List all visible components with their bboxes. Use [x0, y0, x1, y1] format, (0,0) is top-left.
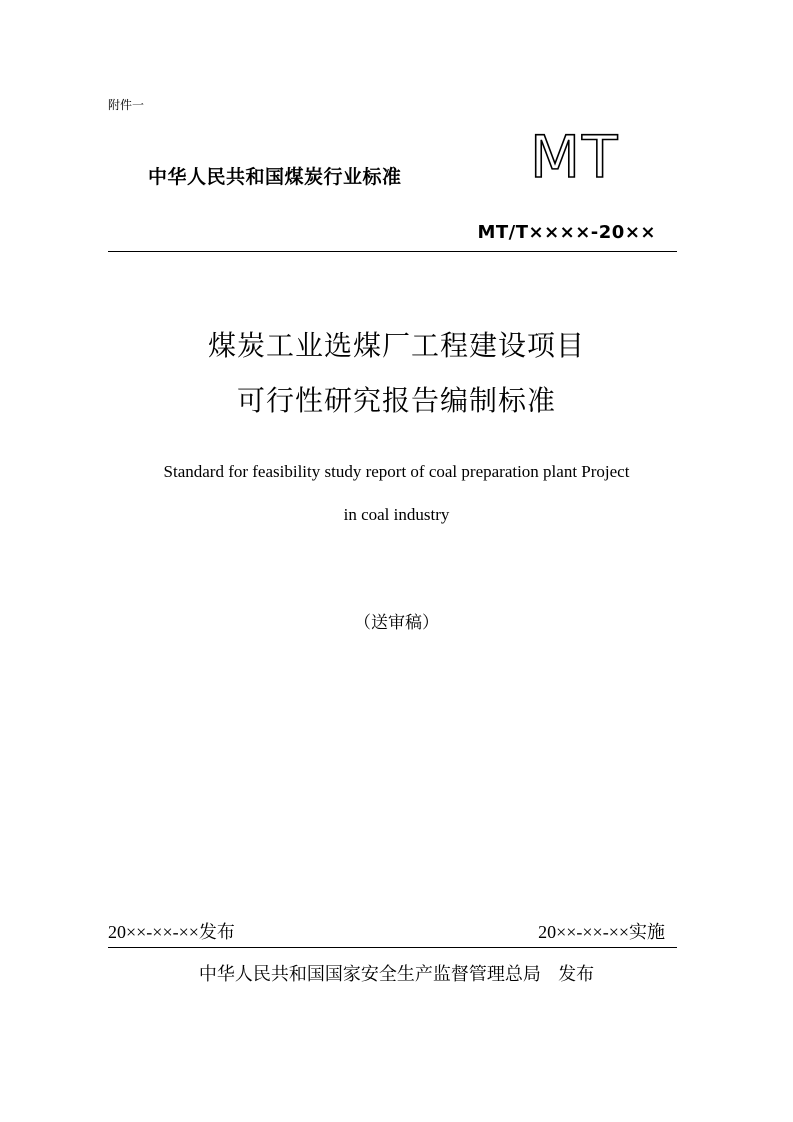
implementation-date: 20××-××-××实施 — [538, 922, 665, 942]
draft-status: （送审稿） — [354, 613, 439, 633]
industry-standard-title: 中华人民共和国煤炭行业标准 — [148, 166, 402, 188]
document-title-cn-line1: 煤炭工业选煤厂工程建设项目 — [207, 329, 585, 362]
attachment-label: 附件一 — [108, 98, 145, 112]
document-title-en-line2: in coal industry — [343, 505, 450, 524]
document-title-cn-line2: 可行性研究报告编制标准 — [236, 384, 556, 417]
top-divider — [108, 251, 677, 252]
mt-logo: MT — [530, 123, 620, 191]
bottom-divider — [108, 947, 677, 948]
publisher: 中华人民共和国国家安全生产监督管理总局 发布 — [198, 964, 595, 985]
issue-date: 20××-××-××发布 — [108, 922, 235, 942]
document-title-en-line1: Standard for feasibility study report of coal preparation plant Project — [163, 462, 630, 481]
standard-number: MT/T××××-20×× — [477, 222, 656, 243]
